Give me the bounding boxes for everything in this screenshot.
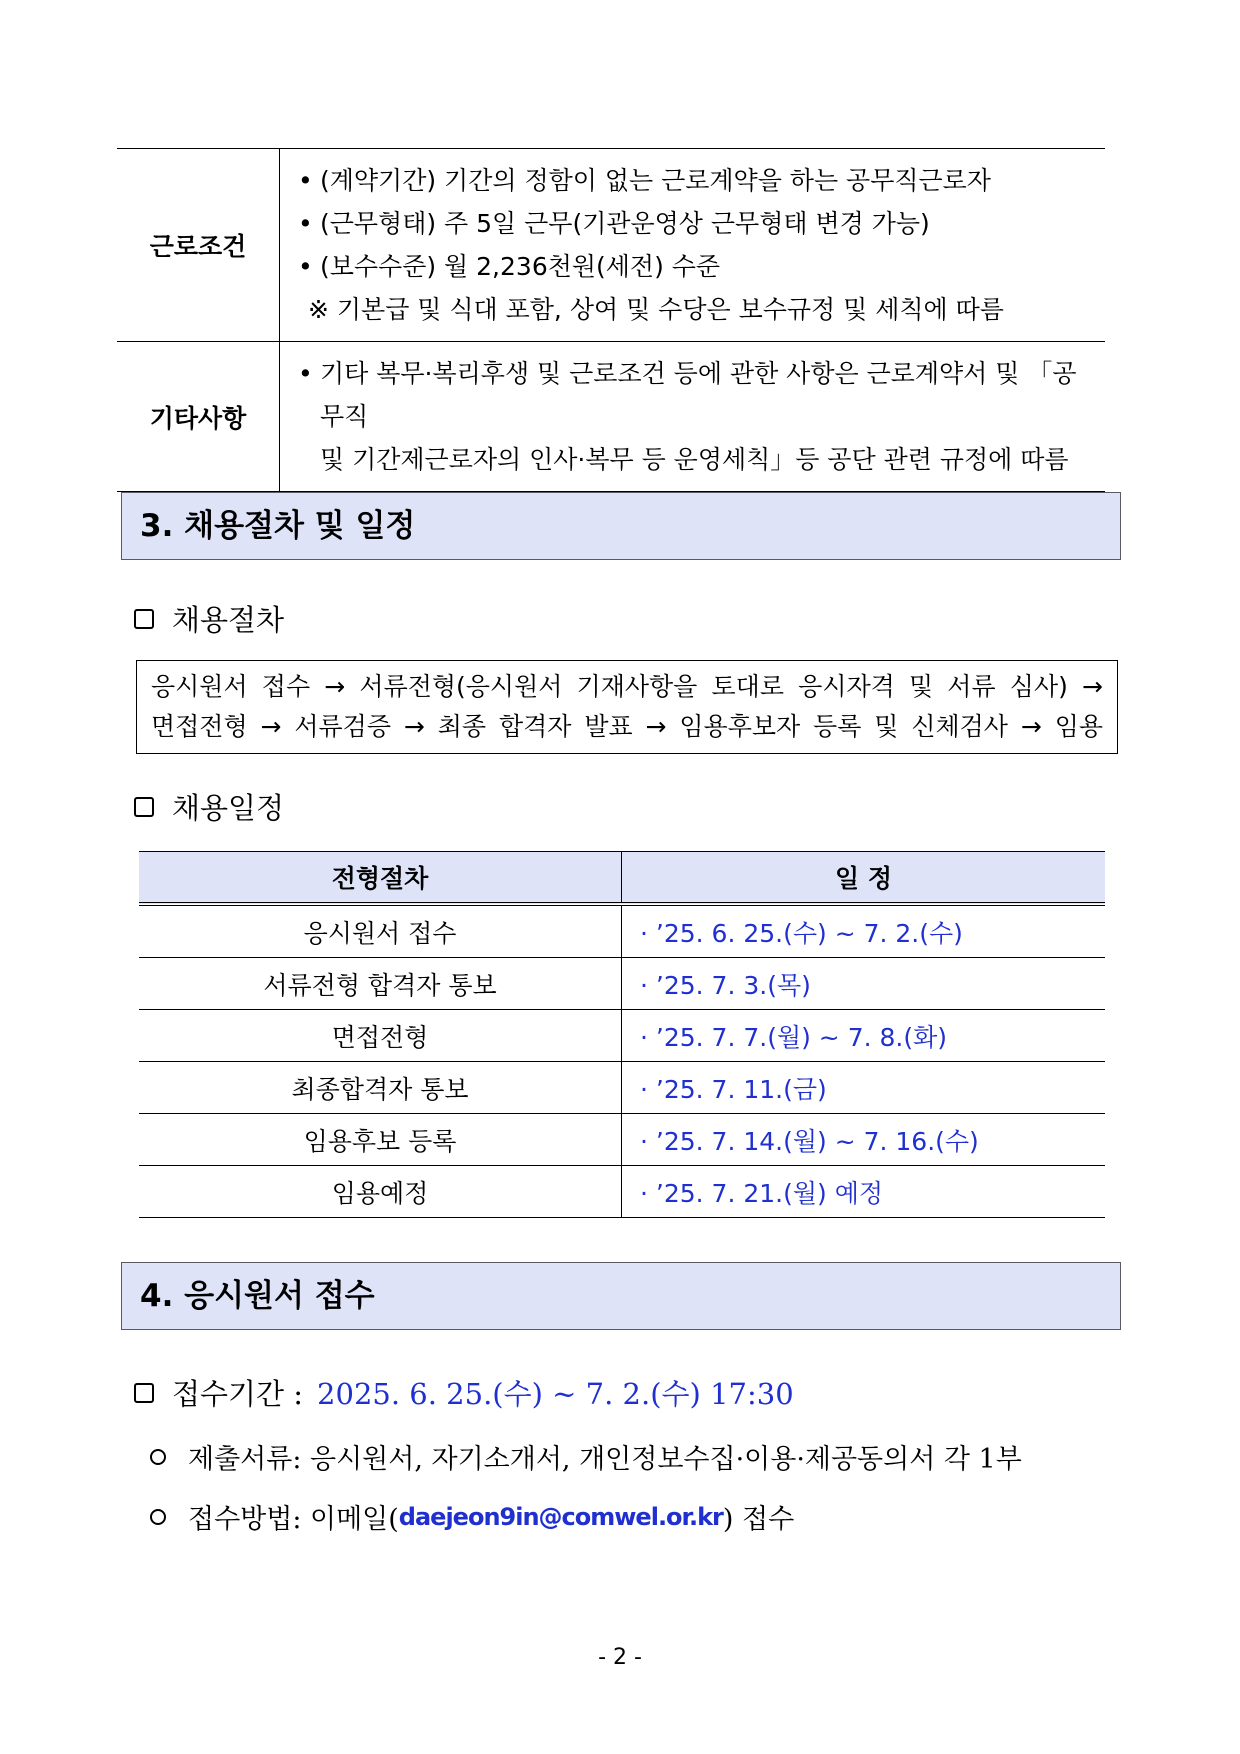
schedule-step: 임용예정 <box>139 1166 622 1218</box>
schedule-date: · ’25. 7. 7.(월) ~ 7. 8.(화) <box>622 1010 1106 1062</box>
schedule-step: 서류전형 합격자 통보 <box>139 958 622 1010</box>
schedule-step: 임용후보 등록 <box>139 1114 622 1166</box>
method-prefix: 접수방법: 이메일( <box>188 1504 399 1535</box>
table-row <box>139 1062 1105 1114</box>
period-line <box>134 1372 794 1413</box>
other-label: 기타사항 <box>117 342 280 492</box>
table-row <box>139 1010 1105 1062</box>
other-body <box>280 342 1106 492</box>
email-link[interactable]: daejeon9in@comwel.or.kr <box>398 1502 723 1531</box>
schedule-step: 최종합격자 통보 <box>139 1062 622 1114</box>
schedule-step: 응시원서 접수 <box>139 904 622 958</box>
table-row <box>139 904 1105 958</box>
circle-bullet-icon <box>150 1449 166 1465</box>
page-number: - 2 - <box>598 1645 642 1670</box>
conditions-note: ※ 기본급 및 식대 포함, 상여 및 수당은 보수규정 및 세칙에 따름 <box>308 295 1004 324</box>
checkbox-icon <box>134 609 154 629</box>
section-3-header: 3. 채용절차 및 일정 <box>121 492 1121 560</box>
schedule-table <box>139 851 1105 1218</box>
procedure-line: 응시원서 접수 → 서류전형(응시원서 기재사항을 토대로 응시자격 및 서류 심사) → <box>151 672 1103 701</box>
procedure-heading-text: 채용절차 <box>172 603 285 637</box>
schedule-heading-text: 채용일정 <box>172 791 285 825</box>
table-row <box>139 1166 1105 1218</box>
conditions-row <box>117 149 1105 342</box>
documents-line <box>134 1437 1022 1476</box>
schedule-heading <box>134 786 284 827</box>
conditions-label: 근로조건 <box>117 149 280 342</box>
other-row <box>117 342 1105 492</box>
conditions-bullet: • (계약기간) 기간의 정함이 없는 근로계약을 하는 공무직근로자 <box>298 166 991 195</box>
table-row <box>139 958 1105 1010</box>
table-row <box>139 1114 1105 1166</box>
section-4-header: 4. 응시원서 접수 <box>121 1262 1121 1330</box>
schedule-date: · ’25. 7. 14.(월) ~ 7. 16.(수) <box>622 1114 1106 1166</box>
schedule-header-date: 일 정 <box>622 852 1106 905</box>
schedule-header-row <box>139 852 1105 905</box>
conditions-bullet: • (보수수준) 월 2,236천원(세전) 수준 <box>298 252 721 281</box>
schedule-step: 면접전형 <box>139 1010 622 1062</box>
schedule-date: · ’25. 6. 25.(수) ~ 7. 2.(수) <box>622 904 1106 958</box>
other-bullet-cont: 및 기간제근로자의 인사·복무 등 운영세칙」등 공단 관련 규정에 따름 <box>320 445 1069 474</box>
procedure-line: 면접전형 → 서류검증 → 최종 합격자 발표 → 임용후보자 등록 및 신체검사 → 임용 <box>151 712 1103 741</box>
schedule-date: · ’25. 7. 3.(목) <box>622 958 1106 1010</box>
conditions-body <box>280 149 1106 342</box>
documents-text: 제출서류: 응시원서, 자기소개서, 개인정보수집·이용·제공동의서 각 1부 <box>188 1444 1022 1475</box>
procedure-box <box>136 660 1118 754</box>
checkbox-icon <box>134 1383 154 1403</box>
period-value: 2025. 6. 25.(수) ~ 7. 2.(수) 17:30 <box>317 1377 794 1411</box>
other-bullet: • 기타 복무·복리후생 및 근로조건 등에 관한 사항은 근로계약서 및 「공무직 <box>298 359 1077 431</box>
checkbox-icon <box>134 797 154 817</box>
circle-bullet-icon <box>150 1509 166 1525</box>
conditions-table <box>117 148 1105 492</box>
method-line <box>134 1497 794 1536</box>
period-label: 접수기간 : <box>172 1377 304 1411</box>
schedule-date: · ’25. 7. 21.(월) 예정 <box>622 1166 1106 1218</box>
schedule-date: · ’25. 7. 11.(금) <box>622 1062 1106 1114</box>
conditions-bullet: • (근무형태) 주 5일 근무(기관운영상 근무형태 변경 가능) <box>298 209 930 238</box>
procedure-heading <box>134 598 284 639</box>
method-suffix: ) 접수 <box>722 1504 795 1535</box>
schedule-header-step: 전형절차 <box>139 852 622 905</box>
